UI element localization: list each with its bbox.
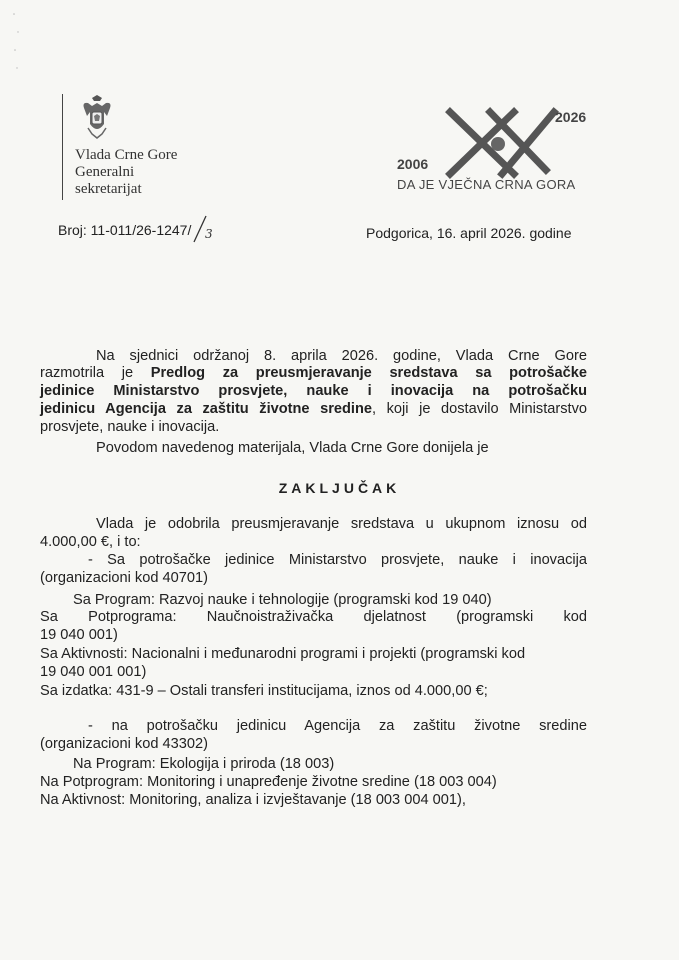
from-subprogram: Sa Potprograma: Naučnoistraživačka djelatnost (programski kod [40,609,587,625]
to-unit-line: - na potrošačku jedinicu Agencija za zaštitu životne sredine [88,718,587,734]
reference-number: Broj: 11-011/26-1247/ [58,222,192,238]
conclusion-line: 4.000,00 €, i to: [40,534,141,550]
intro-line: prosvjete, nauke i inovacija. [40,419,220,435]
intro-line: Na sjednici održanoj 8. aprila 2026. godine, Vlada Crne Gore [96,348,587,364]
institution-line: Vlada Crne Gore [75,147,178,163]
scan-artifact-marks [6,4,26,84]
institution-line: sekretarijat [75,181,142,197]
intro-line: jedinice Ministarstvo prosvjete, nauke i inovacija na potrošačku [40,383,587,399]
to-unit-line: (organizacioni kod 43302) [40,736,208,752]
conclusion-title: ZAKLJUČAK [278,480,401,496]
from-activity: Sa Aktivnosti: Nacionalni i međunarodni programi i projekti (programski kod [40,646,526,662]
to-subprogram: Na Potprogram: Monitoring i unapređenje životne sredine (18 003 004) [40,774,497,790]
jubilee-motto: DA JE VJEČNA CRNA GORA [397,177,576,192]
from-subprogram: 19 040 001) [40,627,118,643]
from-program: Sa Program: Razvoj nauke i tehnologije (programski kod 19 040) [73,592,492,608]
to-program: Na Program: Ekologija i priroda (18 003) [73,756,335,772]
header-divider [62,94,63,200]
from-unit-line: - Sa potrošačke jedinice Ministarstvo prosvjete, nauke i inovacija [88,552,587,568]
coat-of-arms-icon [80,94,114,142]
from-activity: 19 040 001 001) [40,664,147,680]
intro-line: Povodom navedenog materijala, Vlada Crne Gore donijela je [96,440,489,456]
institution-name [75,147,177,198]
intro-line: jedinicu Agencija za zaštitu životne sredine, koji je dostavilo Ministarstvo [40,401,587,417]
to-activity: Na Aktivnost: Monitoring, analiza i izvještavanje (18 003 004 001), [40,792,466,808]
place-and-date: Podgorica, 16. april 2026. godine [366,225,572,241]
from-unit-line: (organizacioni kod 40701) [40,570,208,586]
jubilee-year-start: 2006 [397,156,429,172]
from-expense: Sa izdatka: 431-9 – Ostali transferi institucijama, iznos od 4.000,00 €; [40,683,488,699]
institution-line: Generalni [75,164,135,180]
handwritten-number-mark [192,214,216,244]
svg-text:3: 3 [205,227,213,241]
intro-line: razmotrila je Predlog za preusmjeravanje sredstava sa potrošačke [40,365,588,381]
jubilee-year-end: 2026 [555,109,587,125]
conclusion-line: Vlada je odobrila preusmjeravanje sredstava u ukupnom iznosu od [96,516,587,532]
